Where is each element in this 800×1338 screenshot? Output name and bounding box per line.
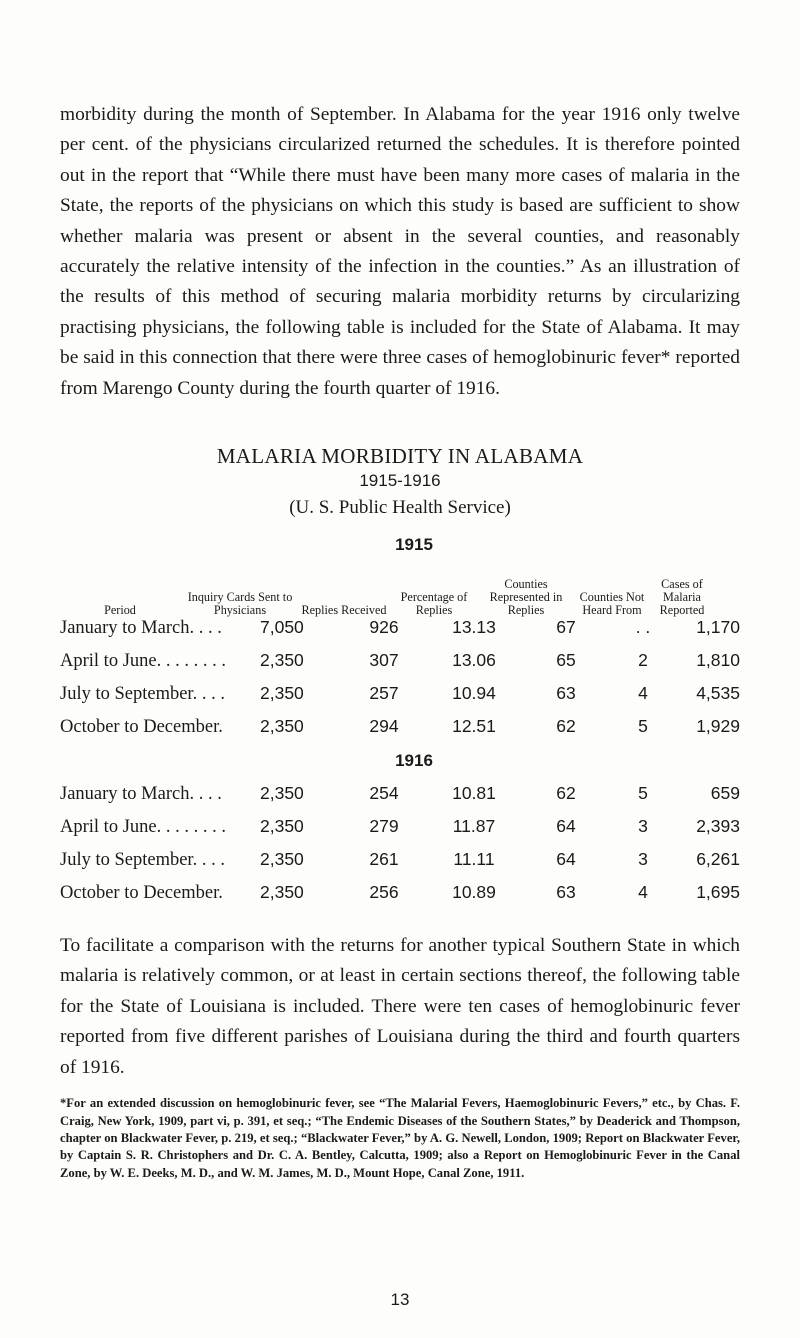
cell-inquiry-cards: 2,350 (260, 716, 304, 737)
intro-paragraph-text: morbidity during the month of September. In Alabama for the year 1916 only twelve per cent. of the physicians circularized returned the schedules. It is therefore pointed out in the report that “While there must have been many more cases of malaria in the State, the reports of the physicians on which this study is based are sufficient to show whether malaria was present or absent in the several counties, and reasonably accurately the relative intensity of the infection in the counties.” As an illustration of the results of this method of securing malaria morbidity returns by circularizing practising physicians, the following table is included for the State of Alabama. It may be said in this connection that there were three cases of hemoglobinuric fever* reported from Marengo County during the fourth quarter of 1916. (60, 104, 740, 399)
header-percentage: Percentage of Replies (400, 590, 468, 618)
cell-inquiry-cards: 2,350 (260, 882, 304, 903)
cell-counties-not-heard: 3 (638, 849, 648, 870)
cell-cases: 2,393 (696, 816, 740, 837)
cell-counties-represented: 65 (556, 650, 576, 671)
page-number: 13 (390, 1290, 410, 1309)
cell-cases: 6,261 (696, 849, 740, 870)
cell-replies: 261 (369, 849, 399, 870)
cell-percentage: 11.87 (452, 816, 496, 837)
cell-cases: 659 (710, 783, 740, 804)
cell-percentage: 12.51 (452, 716, 496, 737)
cell-period: January to March. . . . (60, 618, 222, 639)
cell-counties-represented: 63 (556, 882, 576, 903)
cell-replies: 279 (369, 816, 399, 837)
header-counties-represented: Counties Represented in Replies (489, 577, 563, 618)
cell-cases: 4,535 (696, 683, 740, 704)
rows-1916 (60, 783, 740, 915)
table-row (60, 716, 740, 749)
table-row (60, 617, 740, 650)
cell-counties-represented: 63 (556, 683, 576, 704)
cell-counties-represented: 64 (556, 816, 576, 837)
year-heading-1915: 1915 (395, 535, 433, 555)
header-replies: Replies Received (301, 603, 387, 618)
table-row (60, 683, 740, 716)
cell-period: July to September. . . . (60, 684, 225, 705)
cell-replies: 926 (369, 617, 399, 638)
page-body (60, 100, 740, 1182)
cell-counties-not-heard: 3 (638, 816, 648, 837)
cell-counties-not-heard: 2 (638, 650, 648, 671)
cell-period: April to June. . . . . . . . (60, 817, 226, 838)
cell-period: July to September. . . . (60, 850, 225, 871)
cell-cases: 1,929 (696, 716, 740, 737)
cell-cases: 1,695 (696, 882, 740, 903)
cell-counties-represented: 64 (556, 849, 576, 870)
cell-replies: 294 (369, 716, 399, 737)
table-row (60, 783, 740, 816)
cell-cases: 1,810 (696, 650, 740, 671)
table-years-span: 1915-1916 (359, 471, 441, 491)
table-source: (U. S. Public Health Service) (289, 497, 511, 519)
header-counties-not-heard: Counties Not Heard From (579, 590, 645, 618)
cell-inquiry-cards: 2,350 (260, 683, 304, 704)
cell-period: January to March. . . . (60, 784, 222, 805)
cell-replies: 256 (369, 882, 399, 903)
cell-period: April to June. . . . . . . . (60, 651, 226, 672)
cell-inquiry-cards: 2,350 (260, 849, 304, 870)
header-inquiry: Inquiry Cards Sent to Physicians (187, 590, 293, 618)
cell-counties-not-heard: 4 (638, 882, 648, 903)
cell-counties-represented: 62 (556, 783, 576, 804)
cell-replies: 257 (369, 683, 399, 704)
table-header (60, 561, 740, 617)
second-paragraph-text: To facilitate a comparison with the returns for another typical Southern State in which malaria is relatively common, or at least in certain sections thereof, the following table for the State of Louisiana is included. There were ten cases of hemoglobinuric fever reported from five different parishes of Louisiana during the third and fourth quarters of 1916. (60, 935, 740, 1078)
cell-inquiry-cards: 2,350 (260, 650, 304, 671)
cell-inquiry-cards: 7,050 (260, 617, 304, 638)
table-title-block (60, 443, 740, 523)
cell-replies: 307 (369, 650, 399, 671)
table-row (60, 650, 740, 683)
cell-period: October to December. (60, 717, 223, 738)
table-row (60, 816, 740, 849)
cell-percentage: 10.81 (452, 783, 496, 804)
cell-counties-not-heard: 5 (638, 783, 648, 804)
cell-replies: 254 (369, 783, 399, 804)
cell-counties-not-heard: 4 (638, 683, 648, 704)
cell-counties-not-heard: . . (635, 617, 651, 638)
second-paragraph (60, 931, 740, 1083)
cell-percentage: 10.94 (452, 683, 496, 704)
cell-percentage: 11.11 (453, 849, 495, 870)
intro-paragraph (60, 100, 740, 404)
header-period: Period (104, 603, 136, 618)
cell-percentage: 10.89 (452, 882, 496, 903)
footnote: *For an extended discussion on hemoglobinuric fever, see “The Malarial Fevers, Haemoglobinuric Fevers,” etc., by Chas. F. Craig, New York, 1909, part vi, p. 391, et seq.; “The Endemic Diseases of the Southern States,” by Deaderick and Thompson, chapter on Blackwater Fever, p. 219, et seq.; “Blackwater Fever,” by A. G. Newell, London, 1909; Report on Blackwater Fever, by Captain S. R. Christophers and Dr. C. A. Bentley, Calcutta, 1909; also a Report on Hemoglobinuric Fever in the Canal Zone, by W. E. Deeks, M. D., and W. M. James, M. D., Mount Hope, Canal Zone, 1911. (60, 1096, 740, 1180)
year-heading-1916: 1916 (395, 751, 433, 771)
cell-inquiry-cards: 2,350 (260, 816, 304, 837)
cell-cases: 1,170 (696, 617, 740, 638)
cell-counties-represented: 62 (556, 716, 576, 737)
table-row (60, 882, 740, 915)
cell-percentage: 13.06 (452, 650, 496, 671)
table-title: MALARIA MORBIDITY IN ALABAMA (216, 444, 584, 469)
cell-percentage: 13.13 (452, 617, 496, 638)
cell-counties-not-heard: 5 (638, 716, 648, 737)
rows-1915 (60, 617, 740, 749)
header-cases: Cases of Malaria Reported (659, 577, 705, 618)
cell-inquiry-cards: 2,350 (260, 783, 304, 804)
cell-period: October to December. (60, 883, 223, 904)
cell-counties-represented: 67 (556, 617, 576, 638)
table-row (60, 849, 740, 882)
